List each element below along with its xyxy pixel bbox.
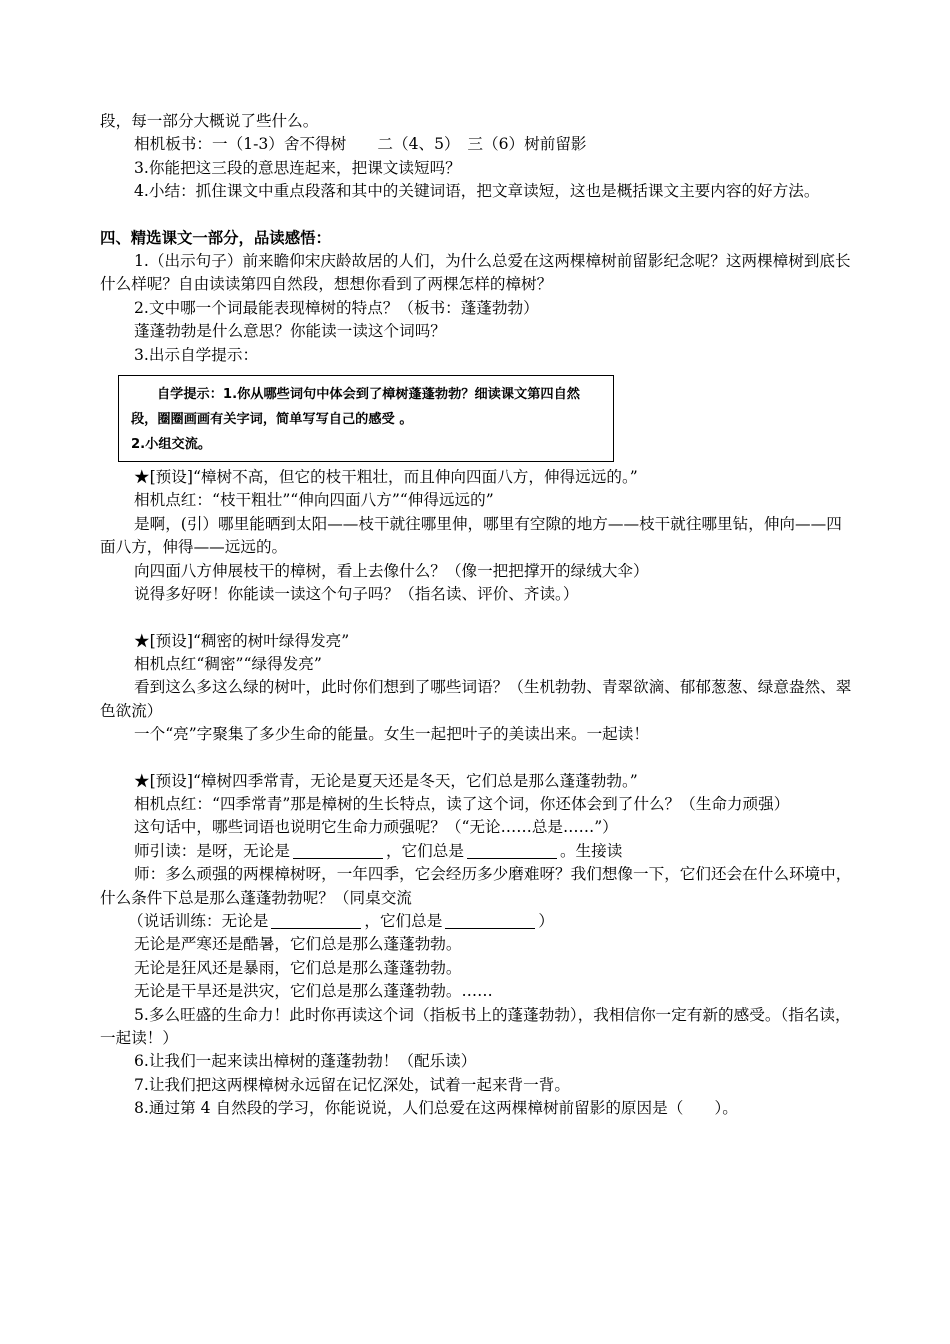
preset-2-highlight: 相机点红“稠密”“绿得发亮” — [134, 654, 322, 673]
paragraph: 段，每一部分大概说了些什么。 — [100, 112, 319, 130]
fill-blank — [445, 912, 535, 929]
preset-3-question: 这句话中，哪些词语也说明它生命力顽强呢？（“无论……总是……”） — [134, 818, 618, 837]
preset-2: ★[预设]“稠密的树叶绿得发亮” — [134, 631, 350, 650]
question-8: 8.通过第 4 自然段的学习，你能说说，人们总爱在这两棵樟树前留影的原因是（ ）。 — [134, 1099, 738, 1118]
question-6: 6.让我们一起来读出樟树的蓬蓬勃勃！（配乐读） — [134, 1052, 477, 1071]
summary: 4.小结：抓住课文中重点段落和其中的关键词语，把文章读短，这也是概括课文主要内容的好方法。 — [134, 182, 820, 201]
question-3: 3.你能把这三段的意思连起来，把课文读短吗？ — [134, 158, 461, 177]
tip-line-1: 自学提示：1.你从哪些词句中体会到了樟树蓬蓬勃勃？细读课文第四自然段，圈圈画画有关字词，简单写写自己的感受 。 — [131, 387, 580, 428]
preset-3-lead-read: 师引读：是呀，无论是 ，它们总是 。生接读 — [134, 841, 623, 860]
preset-3-imagine: 师：多么顽强的两棵樟树呀，一年四季，它会经历多少磨难呀？我们想像一下，它们还会在什么环境中，什么条件下总是那么蓬蓬勃勃呢？（同桌交流 — [100, 865, 852, 907]
example-1: 无论是严寒还是酷暑，它们总是那么蓬蓬勃勃。 — [134, 935, 462, 954]
self-study-tip-box — [118, 375, 614, 462]
document-page — [100, 110, 852, 1121]
preset-2-read: 一个“亮”字聚集了多少生命的能量。女生一起把叶子的美读出来。一起读！ — [134, 725, 649, 744]
fill-blank — [467, 842, 557, 859]
question-3-prompt: 3.出示自学提示： — [134, 345, 259, 364]
fill-blank — [293, 842, 383, 859]
question-2: 2.文中哪一个词最能表现樟树的特点？（板书：蓬蓬勃勃） — [134, 298, 539, 317]
example-2: 无论是狂风还是暴雨，它们总是那么蓬蓬勃勃。 — [134, 958, 462, 977]
question-1: 1.（出示句子）前来瞻仰宋庆龄故居的人们，为什么总爱在这两棵樟树前留影纪念呢？这两棵樟树到底长什么样呢？自由读读第四自然段，想想你看到了两棵怎样的樟树？ — [100, 252, 851, 294]
board-notes: 相机板书：一（1-3）舍不得树 二（4、5） 三（6）树前留影 — [134, 135, 587, 154]
preset-1-read: 说得多好呀！你能读一读这个句子吗？（指名读、评价、齐读。） — [134, 585, 579, 604]
preset-1-question: 向四面八方伸展枝干的樟树，看上去像什么？（像一把把撑开的绿绒大伞） — [134, 561, 649, 580]
preset-1: ★[预设]“樟树不高，但它的枝干粗壮，而且伸向四面八方，伸得远远的。” — [134, 468, 638, 487]
fill-blank — [271, 912, 361, 929]
preset-3: ★[预设]“樟树四季常青，无论是夏天还是冬天，它们总是那么蓬蓬勃勃。” — [134, 771, 638, 790]
preset-1-highlight: 相机点红：“枝干粗壮”“伸向四面八方”“伸得远远的” — [134, 491, 494, 510]
speaking-practice: （说话训练：无论是 ，它们总是 ） — [128, 911, 554, 930]
tip-line-2: 2.小组交流。 — [131, 437, 212, 453]
question-2-followup: 蓬蓬勃勃是什么意思？你能读一读这个词吗？ — [134, 322, 446, 341]
preset-1-guide: 是啊，(引）哪里能晒到太阳——枝干就往哪里伸，哪里有空隙的地方——枝干就往哪里钻，伸向——四面八方，伸得——远远的。 — [100, 514, 842, 557]
question-5: 5.多么旺盛的生命力！此时你再读这个词（指板书上的蓬蓬勃勃），我相信你一定有新的感受。（指名读，一起读！） — [100, 1005, 851, 1047]
example-3: 无论是干旱还是洪灾，它们总是那么蓬蓬勃勃。…… — [134, 982, 493, 1001]
section-heading: 四、精选课文一部分，品读感悟： — [100, 228, 331, 247]
preset-3-highlight: 相机点红：“四季常青”那是樟树的生长特点，读了这个词，你还体会到了什么？（生命力顽强） — [134, 794, 790, 813]
question-7: 7.让我们把这两棵樟树永远留在记忆深处，试着一起来背一背。 — [134, 1075, 570, 1094]
preset-2-words: 看到这么多这么绿的树叶，此时你们想到了哪些词语？（生机勃勃、青翠欲滴、郁郁葱葱、绿意盎然、翠色欲流） — [100, 678, 852, 720]
